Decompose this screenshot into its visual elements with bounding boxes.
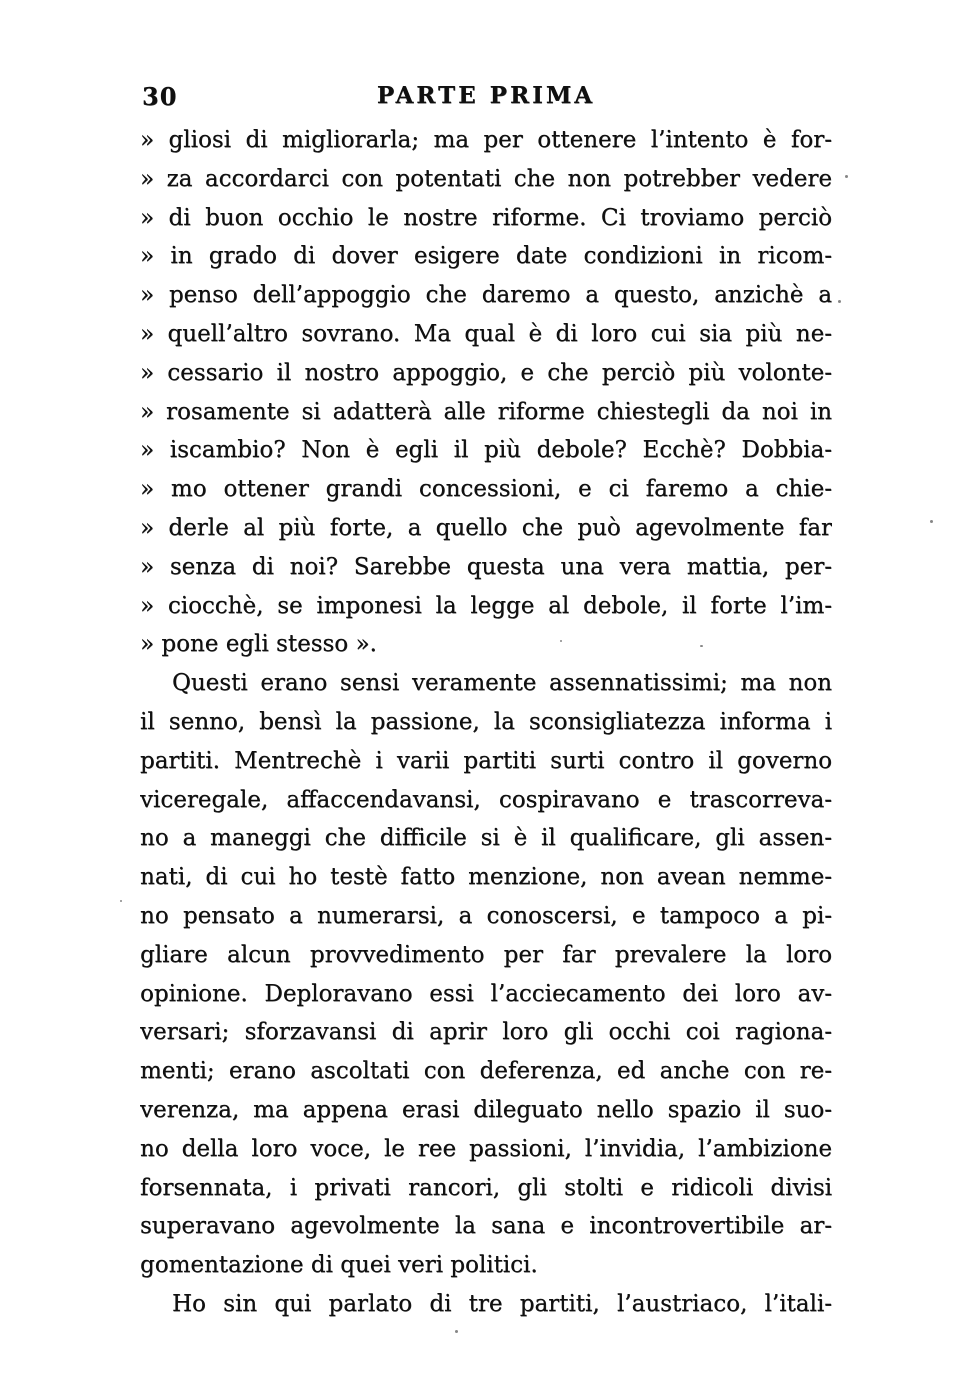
text-line: » senza di noi? Sarebbe questa una vera mattia, per- — [140, 553, 832, 580]
text-line: gomentazione di quei veri politici. — [140, 1252, 538, 1279]
quoted-passage — [140, 121, 832, 664]
paragraph — [140, 664, 832, 1285]
text-line: il senno, bensì la passione, la sconsigliatezza informa i — [140, 708, 832, 735]
text-line: versari; sforzavansi di aprir loro gli occhi coi ragiona- — [140, 1019, 832, 1046]
text-line: menti; erano ascoltati con deferenza, ed anche con re- — [140, 1058, 832, 1085]
text-line: Questi erano sensi veramente assennatissimi; ma non — [172, 670, 832, 697]
text-line: » in grado di dover esigere date condizioni in ricom- — [140, 243, 832, 270]
text-line: nati, di cui ho testè fatto menzione, non avean nemme- — [140, 864, 832, 891]
text-line: superavano agevolmente la sana e incontrovertibile ar- — [140, 1213, 832, 1240]
text-line: viceregale, affaccendavansi, cospiravano e trascorreva- — [140, 786, 832, 813]
text-line: Ho sin qui parlato di tre partiti, l’austriaco, l’itali- — [172, 1290, 832, 1317]
text-line: partiti. Mentrechè i varii partiti surti contro il governo — [140, 747, 832, 774]
scan-speckle — [838, 300, 841, 303]
text-line: » pone egli stesso ». — [140, 631, 377, 658]
text-line: no pensato a numerarsi, a conoscersi, e tampoco a pi- — [140, 902, 832, 929]
running-title: PARTE PRIMA — [376, 82, 596, 109]
page-body — [140, 121, 832, 1324]
paragraph — [140, 1285, 832, 1324]
page-number: 30 — [142, 82, 178, 111]
scan-speckle — [845, 175, 848, 178]
scan-speckle — [930, 520, 933, 523]
text-line: » za accordarci con potentati che non potrebber vedere — [140, 165, 832, 192]
text-line: » iscambio? Non è egli il più debole? Ecchè? Dobbia- — [140, 437, 832, 464]
text-line: » cessario il nostro appoggio, e che perciò più volonte- — [140, 359, 832, 386]
text-line: » mo ottener grandi concessioni, e ci faremo a chie- — [140, 476, 832, 503]
text-line: gliare alcun provvedimento per far prevalere la loro — [140, 941, 832, 968]
text-line: » di buon occhio le nostre riforme. Ci troviamo perciò — [140, 204, 832, 231]
scan-speckle — [700, 645, 703, 647]
text-line: » gliosi di migliorarla; ma per ottenere l’intento è for- — [140, 127, 832, 153]
text-line: opinione. Deploravano essi l’acciecamento dei loro av- — [140, 980, 832, 1007]
text-line: » ciocchè, se imponesi la legge al debole, il forte l’im- — [140, 592, 832, 619]
text-line: » derle al più forte, a quello che può agevolmente far — [140, 514, 832, 541]
scan-speckle — [120, 900, 122, 902]
scan-speckle — [560, 640, 562, 642]
text-line: no a maneggi che difficile si è il qualificare, gli assen- — [140, 825, 832, 852]
scan-speckle — [455, 1330, 458, 1333]
page-header — [140, 82, 832, 116]
text-line: » penso dell’appoggio che daremo a questo, anzichè a — [140, 282, 832, 309]
text-line: » quell’altro sovrano. Ma qual è di loro cui sia più ne- — [140, 320, 832, 347]
text-line: forsennata, i privati rancori, gli stolti e ridicoli divisi — [140, 1174, 832, 1201]
text-line: » rosamente si adatterà alle riforme chiestegli da noi in — [140, 398, 832, 425]
text-line: no della loro voce, le ree passioni, l’invidia, l’ambizione — [140, 1135, 832, 1162]
text-line: verenza, ma appena erasi dileguato nello spazio il suo- — [140, 1096, 832, 1123]
